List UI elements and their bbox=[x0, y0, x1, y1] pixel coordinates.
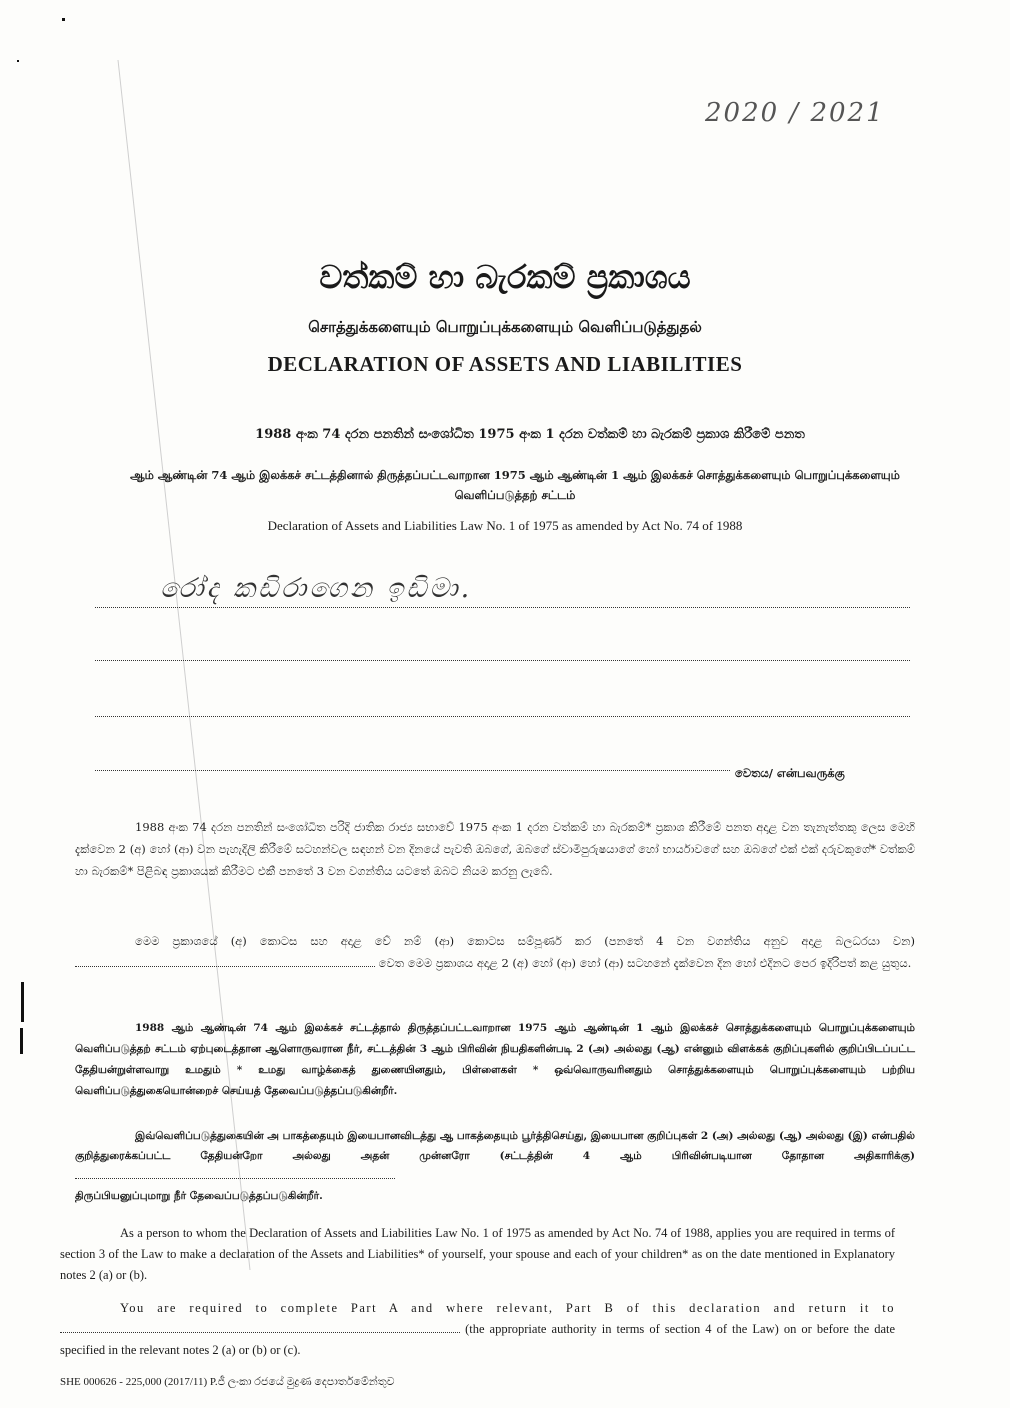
paragraph-english-2-part1: You are required to complete Part A and where relevant, Part B of this declaration and return it to bbox=[120, 1301, 895, 1315]
handwritten-name: රෝද කඩිරාගෙන ඉඩිමා. bbox=[160, 573, 473, 604]
address-line-4 bbox=[95, 770, 730, 771]
paragraph-sinhala-1-text: 1988 අංක 74 දරන පනතින් සංශෝධිත පරිදි ජාතික රාජ්‍ය සභාවේ 1975 අංක 1 දරන වත්කම් හා බැරකම්* ප්‍රකාශ කිරීමේ පනත අදාළ වන තැනැත්තකු ලෙස මෙහි දැක්වෙන 2 (අ) හෝ (ආ) වන පැහැදිලි කිරීමේ සටහන්වල සඳහන් වන දිනයේ පැවති ඔබගේ, ඔබගේ ස්වාමිපුරුෂයාගේ හෝ භාර්යාවගේ සහ ඔබගේ එක් එක් දරුවකුගේ* වත්කම් හා බැරකම්* පිළිබඳ ප්‍රකාශයක් කිරීමට එකී පනතේ 3 වන වගන්තිය යටතේ ඔබට නියම කරනු ලැබේ. bbox=[75, 820, 915, 878]
address-label: වෙතය/ என்பவருக்கு bbox=[735, 766, 845, 780]
title-english: DECLARATION OF ASSETS AND LIABILITIES bbox=[267, 352, 743, 376]
paragraph-sinhala-1 bbox=[75, 816, 915, 882]
paragraph-tamil-2-part1: இவ்வெளிப்படுத்துகையின் அ பாகத்தையும் இயைபானவிடத்து ஆ பாகத்தையும் பூர்த்திசெய்து, இயைபான குறிப்புகள் 2 (அ) அல்லது (ஆ) அல்லது (இ) என்பதில் குறித்துரைக்கப்பட்ட தேதியன்றோ அல்லது அதன் முன்னரோ (சட்டத்தின் 4 ஆம் பிரிவின்படியான தோதான அதிகாரிக்கு) bbox=[75, 1130, 915, 1162]
title-tamil: சொத்துக்களையும் பொறுப்புக்களையும் வெளிப்படுத்துதல் bbox=[308, 318, 702, 336]
paragraph-tamil-1 bbox=[75, 1018, 915, 1102]
law-english: Declaration of Assets and Liabilities Law No. 1 of 1975 as amended by Act No. 74 of 1988 bbox=[267, 518, 743, 533]
handwritten-year-note: 2020 / 2021 bbox=[705, 98, 885, 128]
paragraph-tamil-2-part2: திருப்பியனுப்புமாறு நீர் தேவைப்படுத்தப்படுகின்றீர். bbox=[75, 1190, 323, 1202]
paragraph-english-2-part3: the date specified in the relevant notes 2 (a) or (b) or (c). bbox=[60, 1322, 896, 1357]
paragraph-sinhala-2-part1: මෙම ප්‍රකාශයේ (අ) කොටස සහ අදාළ වේ නම් (ආ) කොටස සම්පූර්ණ කර (පනතේ 4 වන වගන්තිය අනුව අදාළ බලධරයා වන) bbox=[135, 934, 915, 948]
paragraph-english-1 bbox=[60, 1223, 895, 1286]
law-sinhala: 1988 අංක 74 දරන පනතින් සංශෝධිත 1975 අංක 1 දරන වත්කම් හා බැරකම් ප්‍රකාශ කිරීමේ පනත bbox=[255, 427, 805, 442]
title-sinhala: වත්කම් හා බැරකම් ප්‍රකාශය bbox=[319, 258, 691, 296]
law-tamil bbox=[120, 465, 910, 505]
address-line-3 bbox=[95, 716, 910, 717]
blank-authority-english bbox=[60, 1332, 460, 1333]
paragraph-english-2-part2: (the appropriate authority in terms of section 4 of the Law) on or before bbox=[465, 1322, 849, 1336]
law-tamil-line1: ஆம் ஆண்டின் 74 ஆம் இலக்கச் சட்டத்தினால் திருத்தப்பட்டவாறான 1975 ஆம் ஆண்டின் 1 ஆம் இலக்கச் சொத்துக்களையும் பொறுப்புக்களையும் bbox=[130, 468, 900, 482]
paragraph-english-2 bbox=[60, 1298, 895, 1361]
paragraph-tamil-1-text: 1988 ஆம் ஆண்டின் 74 ஆம் இலக்கச் சட்டத்தால் திருத்தப்பட்டவாறான 1975 ஆம் ஆண்டின் 1 ஆம் இலக்கச் சொத்துக்களையும் பொறுப்புக்களையும் வெளிப்படுத்தற் சட்டம் ஏற்புடைத்தான ஆளொருவரான நீர், சட்டத்தின் 3 ஆம் பிரிவின் நியதிகளின்படி 2 (அ) அல்லது (ஆ) என்னும் விளக்கக் குறிப்புகளில் குறிப்பிடப்பட்ட தேதியன்றுள்ளவாறு உமதும் * உமது வாழ்க்கைத் துணையினதும், பிள்ளைகள் * ஒவ்வொருவரினதும் சொத்துக்களையும் பொறுப்புக்களையும் பற்றிய வெளிப்படுத்துகையொன்றைச் செய்யத் தேவைப்படுத்தப்படுகின்றீர். bbox=[75, 1022, 915, 1097]
blank-authority-sinhala bbox=[75, 966, 375, 967]
law-tamil-line2: வெளிப்படுத்தற் சட்டம் bbox=[454, 488, 576, 502]
footer-print-code: SHE 000626 - 225,000 (2017/11) P.ජී ලංකා රජයේ මුද්‍රණ දෙපාර්තමේන්තුව bbox=[60, 1376, 395, 1388]
address-line-1 bbox=[95, 607, 910, 608]
blank-authority-tamil bbox=[75, 1178, 395, 1179]
paragraph-sinhala-2-part2: වෙත මෙම ප්‍රකාශය අදාළ 2 (අ) හෝ (ආ) හෝ (ආ) සටහනේ දැක්වෙන දින හෝ එදිනට පෙර ඉදිරිපත් කළ යුතුය. bbox=[378, 956, 912, 970]
paragraph-english-1-text: As a person to whom the Declaration of Assets and Liabilities Law No. 1 of 1975 as amended by Act No. 74 of 1988, applies you are required in terms of section 3 of the Law to make a declaration of the Assets and Liabilities* of yourself, your spouse and each of your children* as on the date mentioned in Explanatory notes 2 (a) or (b). bbox=[60, 1226, 895, 1282]
paragraph-tamil-2 bbox=[75, 1126, 915, 1206]
paragraph-sinhala-2 bbox=[75, 930, 915, 974]
address-line-2 bbox=[95, 660, 910, 661]
